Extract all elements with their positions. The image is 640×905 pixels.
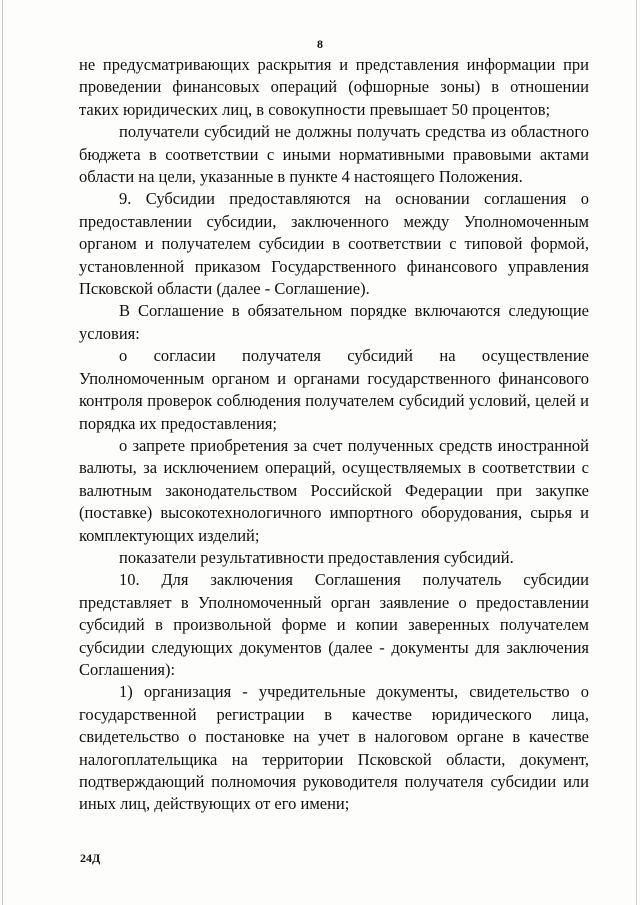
paragraph-clause-9: 9. Субсидии предоставляются на основании соглашения о предоставлении субсидии, заключенного между Уполномоченным органом и получателем субсидии в соответствии с типовой формой, установленной приказом Государственного финансового управления Псковской области (далее - Соглашение). bbox=[79, 189, 589, 299]
paragraph: получатели субсидий не должны получать средства из областного бюджета в соответствии с иными нормативными правовыми актами области на цели, указанные в пункте 4 настоящего Положения. bbox=[79, 122, 589, 187]
paragraph-item-1: 1) организация - учредительные документы, свидетельство о государственной регистрации в качестве юридического лица, свидетельство о постановке на учет в налоговом органе в качестве налогоплательщика на территории Псковской области, документ, подтверждающий полномочия руководителя получателя субсидии или иных лиц, действующих от его имени; bbox=[79, 682, 589, 814]
paragraph: о запрете приобретения за счет полученных средств иностранной валюты, за исключением операций, осуществляемых в соответствии с валютным законодательством Российской Федерации при закупке (поставке) высокотехнологичного импортного оборудования, сырья и комплектующих изделий; bbox=[79, 435, 589, 545]
footer-code: 24Д bbox=[80, 851, 101, 865]
paragraph-continuation: не предусматривающих раскрытия и представления информации при проведении финансовых операций (офшорные зоны) в отношении таких юридических лиц, в совокупности превышает 50 процентов; bbox=[79, 55, 589, 119]
paragraph-clause-10: 10. Для заключения Соглашения получатель субсидии представляет в Уполномоченный орган заявление о предоставлении субсидий в произвольной форме и копии заверенных получателем субсидии следующих документов (далее - документы для заключения Соглашения): bbox=[79, 570, 589, 679]
page-number: 8 bbox=[317, 37, 323, 51]
paragraph: показатели результативности предоставления субсидий. bbox=[119, 547, 514, 567]
document-body bbox=[79, 54, 589, 816]
scan-edge-left bbox=[2, 0, 3, 905]
paragraph: В Соглашение в обязательном порядке включаются следующие условия: bbox=[79, 301, 589, 343]
paragraph: о согласии получателя субсидий на осуществление Уполномоченным органом и органами государственного финансового контроля проверок соблюдения получателем субсидий условий, целей и порядка их предоставления; bbox=[79, 346, 589, 433]
scan-edge-right bbox=[636, 0, 637, 905]
